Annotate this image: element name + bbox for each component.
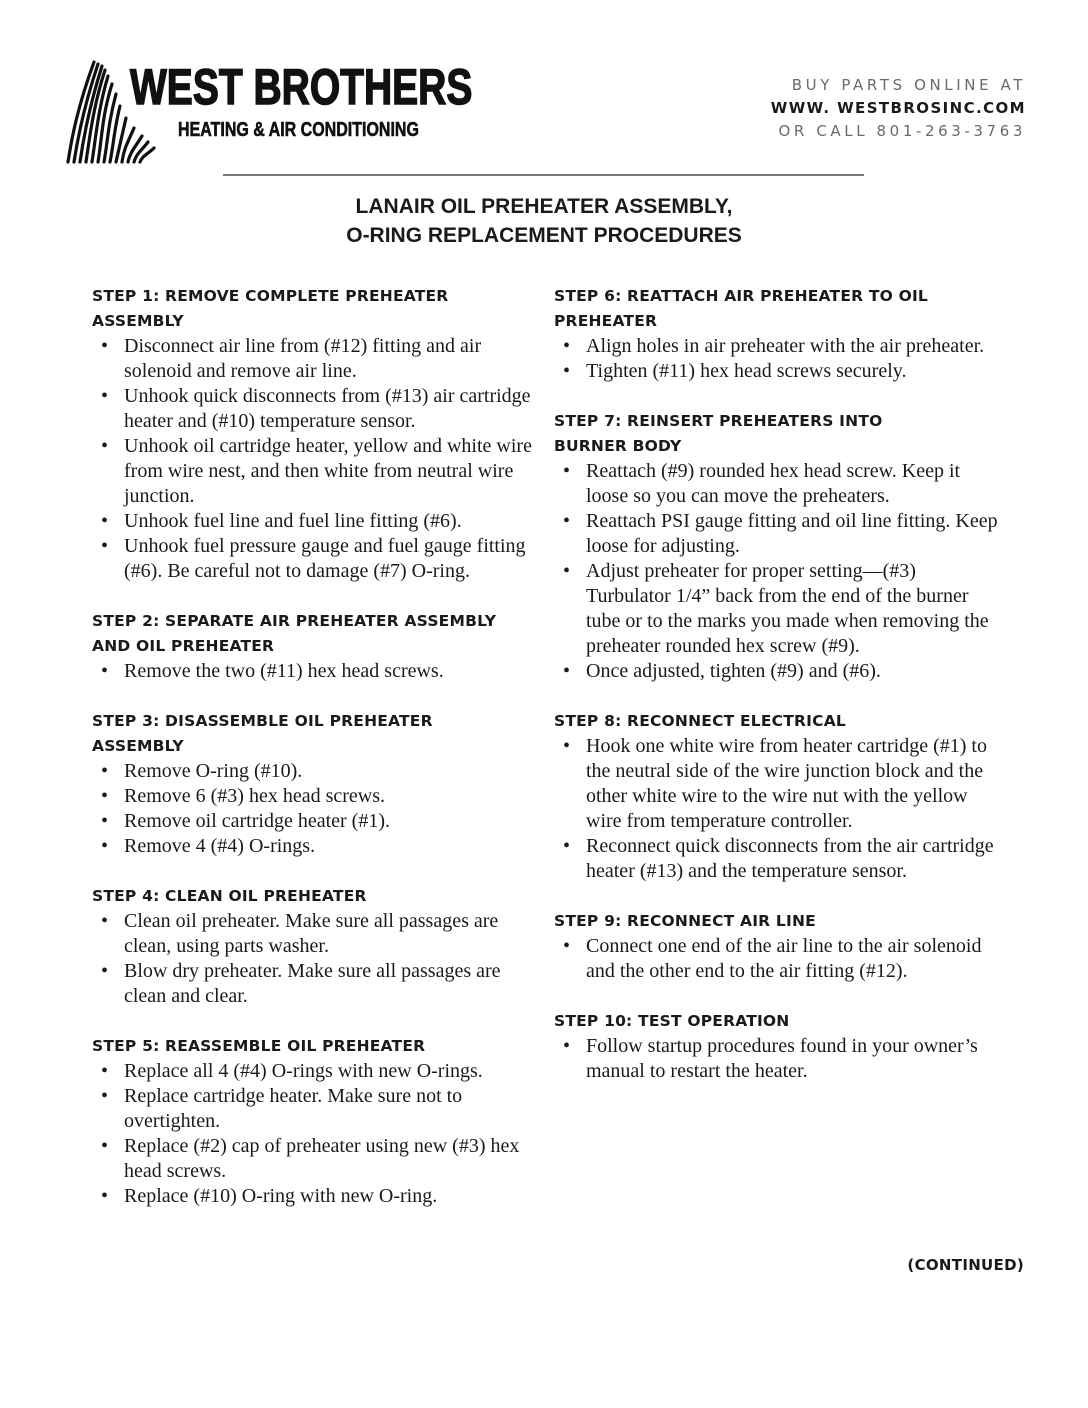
step-list — [92, 334, 537, 584]
step-heading-line: STEP 1: REMOVE COMPLETE PREHEATER — [92, 287, 449, 305]
step-heading: STEP 8: RECONNECT ELECTRICAL — [554, 712, 846, 730]
step-list — [92, 1059, 537, 1209]
step-heading: STEP 5: REASSEMBLE OIL PREHEATER — [92, 1037, 426, 1055]
list-item: • Unhook fuel line and fuel line fitting (#6). — [92, 509, 537, 534]
list-item: • Unhook fuel pressure gauge and fuel gauge fitting (#6). Be careful not to damage (#7) O-ring. — [92, 534, 537, 584]
step-heading-line: STEP 3: DISASSEMBLE OIL PREHEATER — [92, 712, 433, 730]
list-item: • Align holes in air preheater with the air preheater. — [554, 334, 1004, 359]
step-7 — [554, 409, 1004, 684]
step-6 — [554, 284, 1004, 384]
list-item: • Connect one end of the air line to the air solenoid and the other end to the air fitting (#12). — [554, 934, 1004, 984]
step-heading: STEP 9: RECONNECT AIR LINE — [554, 912, 816, 930]
list-item: • Remove 4 (#4) O-rings. — [92, 834, 537, 859]
list-item: • Blow dry preheater. Make sure all passages are clean and clear. — [92, 959, 537, 1009]
list-item: • Unhook quick disconnects from (#13) air cartridge heater and (#10) temperature sensor. — [92, 384, 537, 434]
left-column — [92, 284, 537, 1234]
contact-block — [771, 74, 1026, 143]
step-list — [554, 734, 1004, 884]
contact-line-phone: OR CALL 801-263-3763 — [778, 122, 1026, 140]
page-title-line-1: LANAIR OIL PREHEATER ASSEMBLY, — [355, 195, 733, 218]
step-heading-line: AND OIL PREHEATER — [92, 637, 275, 655]
contact-line-buy-online: BUY PARTS ONLINE AT — [791, 76, 1026, 94]
page-title — [0, 192, 1088, 250]
list-item: • Adjust preheater for proper setting—(#3) Turbulator 1/4” back from the end of the burner tube or to the marks you made when removing the preheater rounded hex screw (#9). — [554, 559, 1004, 659]
step-2 — [92, 609, 537, 684]
step-heading — [554, 409, 1004, 459]
step-heading — [92, 709, 537, 759]
step-heading — [92, 284, 537, 334]
list-item: • Once adjusted, tighten (#9) and (#6). — [554, 659, 1004, 684]
step-1 — [92, 284, 537, 584]
website-link[interactable]: WWW. WESTBROSINC.COM — [770, 99, 1026, 117]
list-item: • Reattach (#9) rounded hex head screw. Keep it loose so you can move the preheaters. — [554, 459, 1004, 509]
step-heading-line: ASSEMBLY — [92, 737, 184, 755]
step-heading: STEP 10: TEST OPERATION — [554, 1012, 790, 1030]
list-item: • Reattach PSI gauge fitting and oil line fitting. Keep loose for adjusting. — [554, 509, 1004, 559]
step-heading-line: ASSEMBLY — [92, 312, 184, 330]
list-item: • Hook one white wire from heater cartridge (#1) to the neutral side of the wire junction block and the other white wire to the wire nut with the yellow wire from temperature controller. — [554, 734, 1004, 834]
step-heading — [92, 609, 537, 659]
step-list — [554, 1034, 1004, 1084]
list-item: • Disconnect air line from (#12) fitting and air solenoid and remove air line. — [92, 334, 537, 384]
list-item: • Reconnect quick disconnects from the air cartridge heater (#13) and the temperature sensor. — [554, 834, 1004, 884]
step-heading-line: BURNER BODY — [554, 437, 682, 455]
step-list — [92, 909, 537, 1009]
page-title-line-2: O-RING REPLACEMENT PROCEDURES — [346, 224, 742, 247]
step-list — [92, 659, 537, 684]
step-9 — [554, 909, 1004, 984]
list-item: • Unhook oil cartridge heater, yellow and white wire from wire nest, and then white from neutral wire junction. — [92, 434, 537, 509]
step-heading: STEP 4: CLEAN OIL PREHEATER — [92, 887, 367, 905]
list-item: • Remove oil cartridge heater (#1). — [92, 809, 537, 834]
list-item: • Replace all 4 (#4) O-rings with new O-rings. — [92, 1059, 537, 1084]
header-divider — [223, 174, 864, 176]
list-item: • Follow startup procedures found in your owner’s manual to restart the heater. — [554, 1034, 1004, 1084]
step-heading-line: STEP 2: SEPARATE AIR PREHEATER ASSEMBLY — [92, 612, 497, 630]
step-list — [554, 334, 1004, 384]
continued-label: (CONTINUED) — [907, 1256, 1024, 1274]
step-5 — [92, 1034, 537, 1209]
list-item: • Replace cartridge heater. Make sure not to overtighten. — [92, 1084, 537, 1134]
list-item: • Remove O-ring (#10). — [92, 759, 537, 784]
step-8 — [554, 709, 1004, 884]
right-column — [554, 284, 1004, 1109]
list-item: • Replace (#2) cap of preheater using new (#3) hex head screws. — [92, 1134, 537, 1184]
list-item: • Clean oil preheater. Make sure all passages are clean, using parts washer. — [92, 909, 537, 959]
step-4 — [92, 884, 537, 1009]
step-heading — [554, 284, 1004, 334]
step-heading-line: STEP 6: REATTACH AIR PREHEATER TO OIL — [554, 287, 929, 305]
brand-subtitle: HEATING & AIR CONDITIONING — [178, 119, 419, 141]
list-item: • Remove the two (#11) hex head screws. — [92, 659, 537, 684]
step-3 — [92, 709, 537, 859]
step-10 — [554, 1009, 1004, 1084]
list-item: • Tighten (#11) hex head screws securely. — [554, 359, 1004, 384]
step-list — [554, 459, 1004, 684]
list-item: • Replace (#10) O-ring with new O-ring. — [92, 1184, 537, 1209]
brand-name: WEST BROTHERS — [130, 59, 473, 115]
step-heading-line: STEP 7: REINSERT PREHEATERS INTO — [554, 412, 883, 430]
step-heading-line: PREHEATER — [554, 312, 658, 330]
list-item: • Remove 6 (#3) hex head screws. — [92, 784, 537, 809]
step-list — [554, 934, 1004, 984]
company-logo — [64, 56, 504, 166]
step-list — [92, 759, 537, 859]
